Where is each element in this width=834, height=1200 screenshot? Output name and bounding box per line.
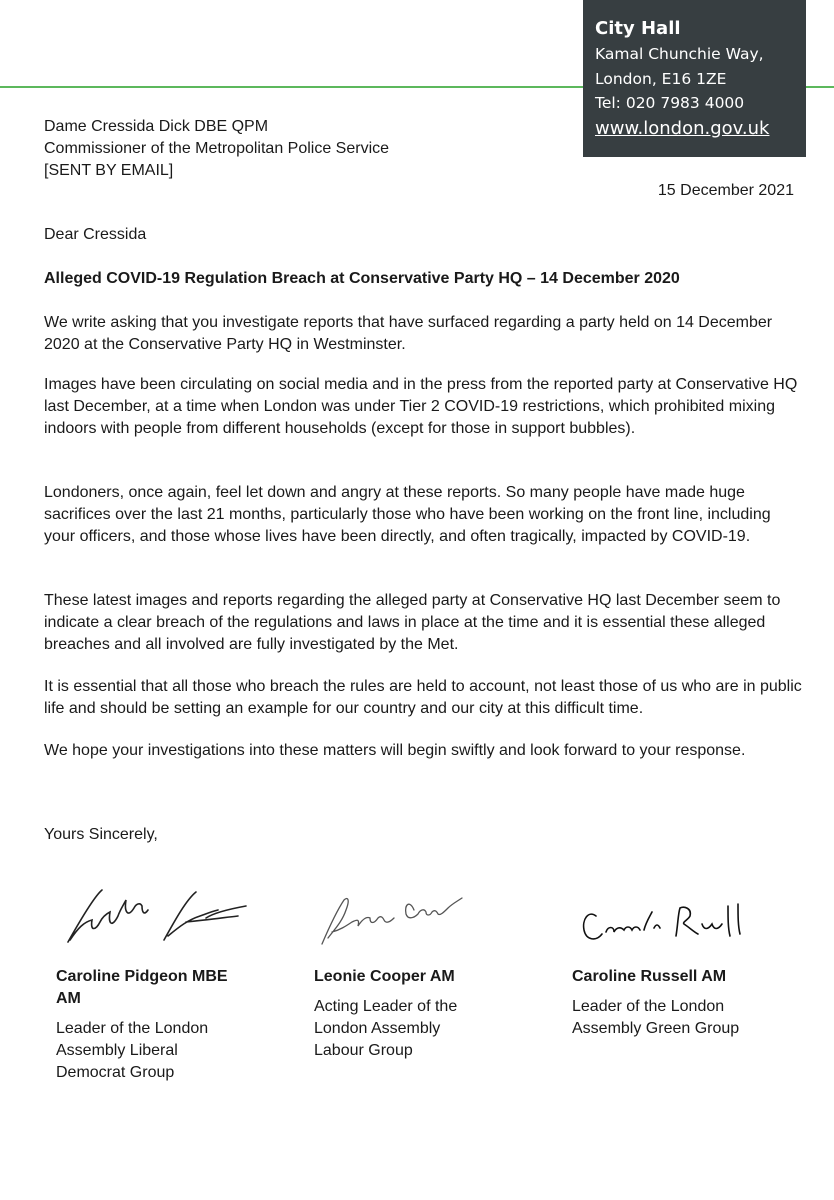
signature-2-graphic <box>314 870 494 960</box>
closing: Yours Sincerely, <box>44 826 158 843</box>
signatory-2-role: Acting Leader of the London Assembly Labour Group <box>314 998 458 1059</box>
letterhead-title: City Hall <box>595 18 681 39</box>
signature-2 <box>314 870 544 970</box>
signatory-3 <box>572 870 802 1037</box>
body-paragraph-5: It is essential that all those who breach the rules are held to account, not least those of us who are in public life and should be setting an example for our country and our city at this difficult time. <box>44 678 802 717</box>
body-paragraph-4: These latest images and reports regarding the alleged party at Conservative HQ last December seem to indicate a clear breach of the regulations and laws in place at the time and it is essential these alleged breaches and all involved are fully investigated by the Met. <box>44 592 781 653</box>
subject-line: Alleged COVID-19 Regulation Breach at Conservative Party HQ – 14 December 2020 <box>44 270 680 287</box>
signatory-2 <box>314 870 544 1059</box>
body-paragraph-2: Images have been circulating on social media and in the press from the reported party at Conservative HQ last December, at a time when London was under Tier 2 COVID-19 restrictions, which prohibited mixing indoors with people from different households (except for those in support bubbles). <box>44 376 798 437</box>
body-paragraph-6: We hope your investigations into these matters will begin swiftly and look forward to your response. <box>44 742 746 759</box>
signature-1-graphic <box>56 870 256 960</box>
signatory-2-name: Leonie Cooper AM <box>314 968 455 985</box>
body-paragraph-1: We write asking that you investigate reports that have surfaced regarding a party held on 14 December 2020 at the Conservative Party HQ in Westminster. <box>44 314 773 353</box>
signature-1 <box>56 870 286 970</box>
letterhead-address-line2: London, E16 1ZE <box>595 69 727 88</box>
letterhead-address-line1: Kamal Chunchie Way, <box>595 45 764 63</box>
signatory-1 <box>56 870 286 1081</box>
letter-date: 15 December 2021 <box>657 182 794 199</box>
salutation: Dear Cressida <box>44 226 147 243</box>
recipient-title: Commissioner of the Metropolitan Police Service <box>44 140 390 157</box>
letterhead-tel: Tel: 020 7983 4000 <box>595 94 745 112</box>
signatory-1-role: Leader of the London Assembly Liberal Democrat Group <box>56 1020 209 1081</box>
recipient-delivery-note: [SENT BY EMAIL] <box>44 162 174 179</box>
letterhead-box <box>583 0 806 157</box>
signatory-1-name: Caroline Pidgeon MBE AM <box>56 968 228 1007</box>
signature-3 <box>572 870 802 970</box>
letterhead-website-link[interactable]: www.london.gov.uk <box>595 117 770 139</box>
signatory-3-name: Caroline Russell AM <box>572 968 727 985</box>
recipient-name: Dame Cressida Dick DBE QPM <box>44 118 269 135</box>
signature-3-graphic <box>572 870 762 960</box>
body-paragraph-3: Londoners, once again, feel let down and angry at these reports. So many people have made huge sacrifices over the last 21 months, particularly those who have been working on the front line, including your officers, and those whose lives have been directly, and often tragically, impacted by COVID-19. <box>44 484 771 545</box>
signatory-3-role: Leader of the London Assembly Green Group <box>572 998 740 1037</box>
recipient-block <box>44 116 389 182</box>
